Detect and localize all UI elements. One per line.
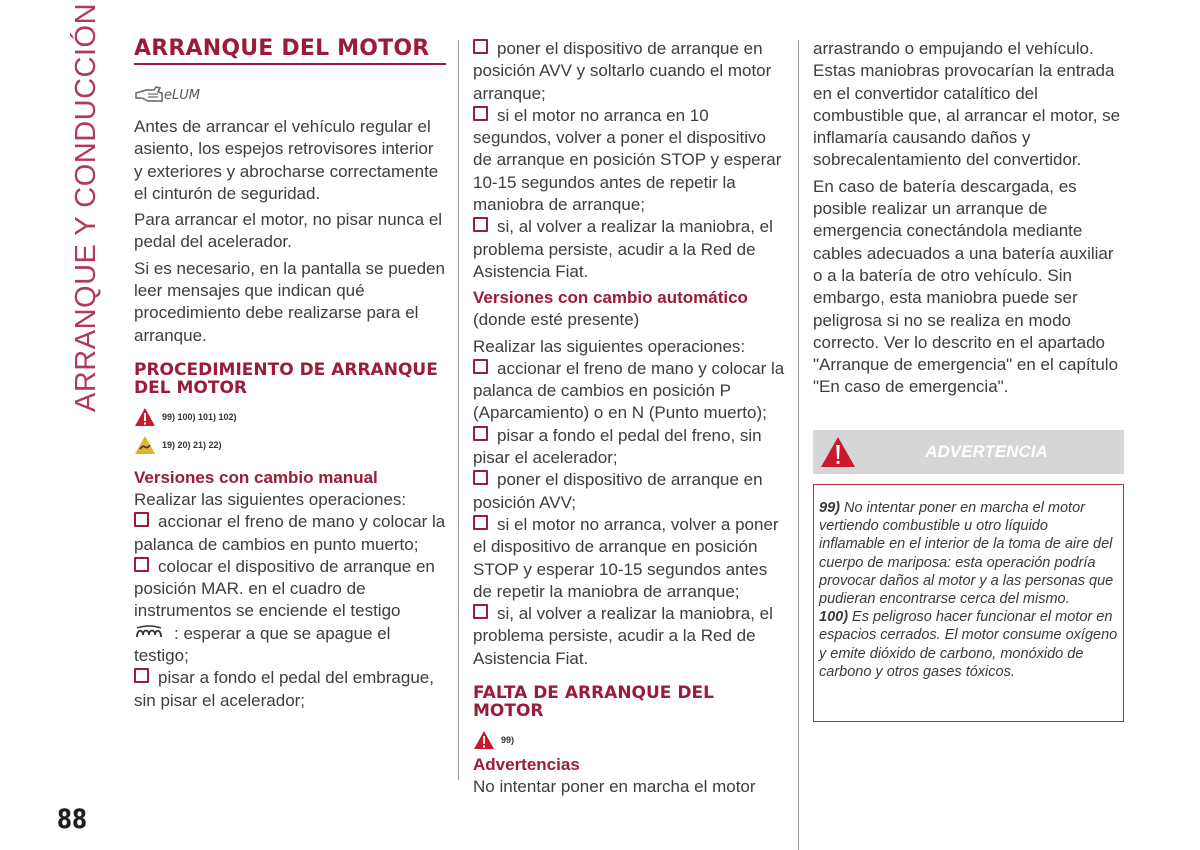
page-number: 88 [57,804,88,835]
list-item-continuation: : esperar a que se apague el testigo; [134,623,391,666]
svg-text:eLUM: eLUM [164,88,200,103]
list-item: si, al volver a realizar la maniobra, el problema persiste, acudir a la Red de Asistencia Fiat. [473,603,788,670]
list-item: si, al volver a realizar la maniobra, el problema persiste, acudir a la Red de Asistencia Fiat. [473,216,788,283]
paragraph: Realizar las siguientes operaciones: [134,489,407,509]
warning-box-body [813,484,1124,722]
paragraph: En caso de batería descargada, es posible realizar un arranque de emergencia conectándola mediante cables adecuados a una batería auxiliar o a la batería de otro vehículo. Sin embargo, esta maniobra puede ser peligrosa si no se realiza en modo correcto. Ver lo descrito en el apartado "Arranque de emergencia" en el capítulo "En caso de emergencia". [813,176,1119,397]
column-3 [813,38,1125,403]
danger-triangle-icon [819,435,857,469]
warning-reference-line [134,403,446,431]
heading-advertencias: Advertencias [473,755,580,775]
heading-automatico: Versiones con cambio automático [473,288,748,308]
paragraph: Antes de arrancar el vehículo regular el asiento, los espejos retrovisores interior y exteriores y abrocharse correctamente el cinturón de seguridad. [134,117,439,203]
chapter-side-title: ARRANQUE Y CONDUCCIÓN [70,2,102,412]
warning-note: 99) No intentar poner en marcha el motor vertiendo combustible u otro líquido inflamable en el interior de la toma de aire del cuerpo de mariposa: esta operación podría provocar daños al motor y a las personas que pudieran encontrarse cerca del mismo. [819,500,1114,608]
list-item: accionar el freno de mano y colocar la palanca de cambios en punto muerto; [134,511,446,556]
danger-triangle-icon [473,730,495,750]
list-item: si el motor no arranca en 10 segundos, volver a poner el dispositivo de arranque en posición STOP y esperar 10-15 segundos antes de repetir la maniobra de arranque; [473,105,788,216]
paragraph: (donde esté presente) [473,310,640,330]
column-divider [458,40,459,780]
warning-reference-line [473,726,788,754]
list-item: pisar a fondo el pedal del freno, sin pisar el acelerador; [473,425,788,470]
paragraph: Para arrancar el motor, no pisar nunca el pedal del acelerador. [134,210,443,252]
column-2 [473,38,788,802]
caution-triangle-icon [134,435,156,455]
glow-plug-icon [134,625,168,641]
section-title-arranque: ARRANQUE DEL MOTOR [134,38,446,65]
list-item: poner el dispositivo de arranque en posición AVV; [473,469,788,514]
warning-refs: 99) 100) 101) 102) [162,411,237,422]
warning-box-header [813,430,1124,474]
list-item: pisar a fondo el pedal del embrague, sin pisar el acelerador; [134,667,446,712]
list-item: accionar el freno de mano y colocar la palanca de cambios en posición P (Aparcamiento) o en N (Punto muerto); [473,358,788,425]
paragraph: arrastrando o empujando el vehículo. Estas maniobras provocarían la entrada en el convertidor catalítico del combustible que, al arrancar el motor, se inflamaría causando daños y sobrecalentamiento del convertidor. [813,39,1121,170]
list-item: poner el dispositivo de arranque en posición AVV y soltarlo cuando el motor arranque; [473,38,788,105]
column-1 [134,38,446,712]
caution-reference-line [134,431,446,459]
paragraph: Si es necesario, en la pantalla se pueden leer mensajes que indican qué procedimiento debe realizarse para el arranque. [134,258,445,345]
hand-elum-icon [134,79,200,107]
warning-box-title: ADVERTENCIA [925,442,1048,461]
column-divider [798,40,799,850]
warning-refs: 99) [501,735,515,746]
subsection-title-falta: FALTA DE ARRANQUE DEL MOTOR [473,683,714,722]
list-item: si el motor no arranca, volver a poner el dispositivo de arranque en posición STOP y esperar 10-15 segundos antes de repetir la maniobra de arranque; [473,514,788,603]
paragraph: No intentar poner en marcha el motor [473,777,756,797]
paragraph: Realizar las siguientes operaciones: [473,336,746,356]
subsection-title-procedimiento: PROCEDIMIENTO DE ARRANQUE DEL MOTOR [134,359,438,398]
danger-triangle-icon [134,407,156,427]
list-item: colocar el dispositivo de arranque en posición MAR. en el cuadro de instrumentos se enciende el testigo [134,556,446,623]
heading-manual: Versiones con cambio manual [134,467,378,487]
caution-refs: 19) 20) 21) 22) [162,439,222,450]
warning-note: 100) Es peligroso hacer funcionar el motor en espacios cerrados. El motor consume oxígeno y emite dióxido de carbono, monóxido de carbono y otros gases tóxicos. [819,609,1118,680]
